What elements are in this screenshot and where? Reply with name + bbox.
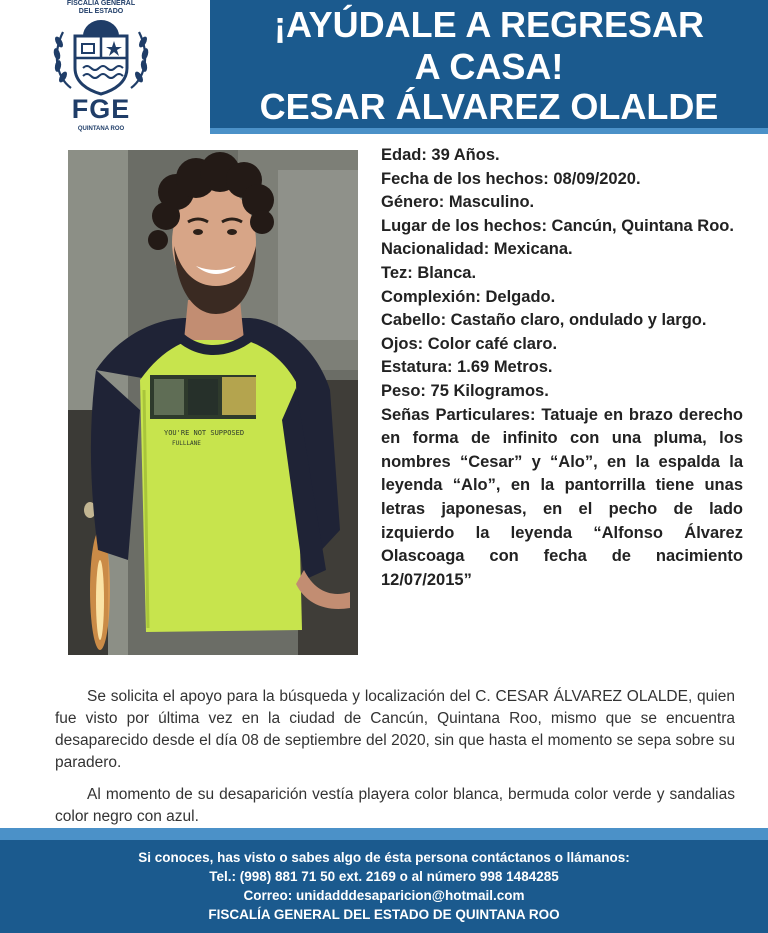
person-details: [381, 144, 743, 592]
footer-stripe: [0, 828, 768, 840]
detail-value: Tatuaje en brazo derecho en forma de infinito con una pluma, los nombres “Cesar” y “Alo”, en la espalda la leyenda “Alo”, en la pantorrilla tiene unas letras japonesas, en el pecho de lado izquierdo la leyenda “Alfonso Álvarez Olascoaga con fecha de nacimiento 12/07/2015”: [381, 405, 743, 589]
contact-email: Correo: unidadddesaparicion@hotmail.com: [243, 888, 525, 903]
detail-value: 75 Kilogramos.: [425, 381, 549, 400]
fge-logo: [45, 0, 157, 140]
detail-label: Nacionalidad:: [381, 240, 490, 259]
detail-value: Delgado.: [480, 287, 556, 306]
missing-person-photo: [68, 150, 358, 655]
detail-label: Lugar de los hechos:: [381, 216, 547, 235]
logo-state: QUINTANA ROO: [77, 126, 125, 132]
detail-row: [381, 215, 743, 239]
detail-label: Complexión:: [381, 287, 481, 306]
title-underline: [210, 128, 768, 134]
detail-row: [381, 333, 743, 357]
missing-person-name: CESAR ÁLVAREZ OLALDE: [259, 86, 719, 127]
detail-row: [381, 168, 743, 192]
logo-org-line1: FISCALÍA GENERAL: [66, 0, 136, 7]
clothing-description-paragraph: Al momento de su desaparición vestía playera color blanca, bermuda color verde y sandalias color negro con azul.: [55, 786, 735, 825]
detail-value: 08/09/2020.: [548, 169, 641, 188]
person-photo-image: [68, 150, 358, 655]
detail-label: Género:: [381, 193, 445, 212]
detail-value: 39 Años.: [426, 146, 500, 164]
detail-row: [381, 309, 743, 333]
detail-value: Color café claro.: [423, 334, 558, 353]
detail-label: Señas Particulares:: [381, 405, 536, 424]
detail-row: [381, 144, 743, 168]
contact-footer: [0, 840, 768, 933]
detail-label: Peso:: [381, 381, 426, 400]
detail-row: [381, 356, 743, 380]
contact-phone: Tel.: (998) 881 71 50 ext. 2169 o al número 998 1484285: [209, 869, 559, 884]
detail-row: [381, 238, 743, 262]
detail-row: [381, 286, 743, 310]
detail-value: Mexicana.: [489, 240, 573, 259]
detail-row: [381, 262, 743, 286]
contact-call-to-action: Si conoces, has visto o sabes algo de ésta persona contáctanos o llámanos:: [138, 850, 630, 865]
detail-label: Ojos:: [381, 334, 424, 353]
detail-label: Tez:: [381, 263, 413, 282]
detail-row: [381, 191, 743, 215]
detail-value: 1.69 Metros.: [452, 358, 553, 377]
logo-org-line2: DEL ESTADO: [78, 8, 124, 15]
shirt-print-text: YOU'RE NOT SUPPOSED: [164, 429, 245, 437]
detail-value: Masculino.: [444, 193, 535, 212]
detail-row: [381, 404, 743, 593]
shirt-print-text-2: FULLLANE: [172, 440, 201, 447]
detail-label: Cabello:: [381, 311, 447, 330]
detail-value: Cancún, Quintana Roo.: [546, 216, 734, 235]
logo-acronym: FGE: [71, 94, 131, 124]
detail-value: Castaño claro, ondulado y largo.: [446, 311, 707, 330]
search-request-paragraph: Se solicita el apoyo para la búsqueda y localización del C. CESAR ÁLVAREZ OLALDE, quien fue visto por última vez en la ciudad de Cancún, Quintana Roo, mismo que se encuentra desaparecido desde el día 08 de septiembre del 2020, sin que hasta el momento se sepa sobre su paradero.: [55, 688, 735, 771]
state-seal-icon: [49, 18, 153, 96]
detail-label: Edad:: [381, 146, 427, 164]
headline-line1: ¡AYÚDALE A REGRESAR: [273, 4, 705, 45]
agency-name: FISCALÍA GENERAL DEL ESTADO DE QUINTANA ROO: [208, 907, 560, 922]
detail-row: [381, 380, 743, 404]
headline-line2: A CASA!: [414, 46, 564, 87]
detail-label: Fecha de los hechos:: [381, 169, 549, 188]
detail-value: Blanca.: [412, 263, 477, 282]
title-banner: [210, 0, 768, 132]
detail-label: Estatura:: [381, 358, 453, 377]
